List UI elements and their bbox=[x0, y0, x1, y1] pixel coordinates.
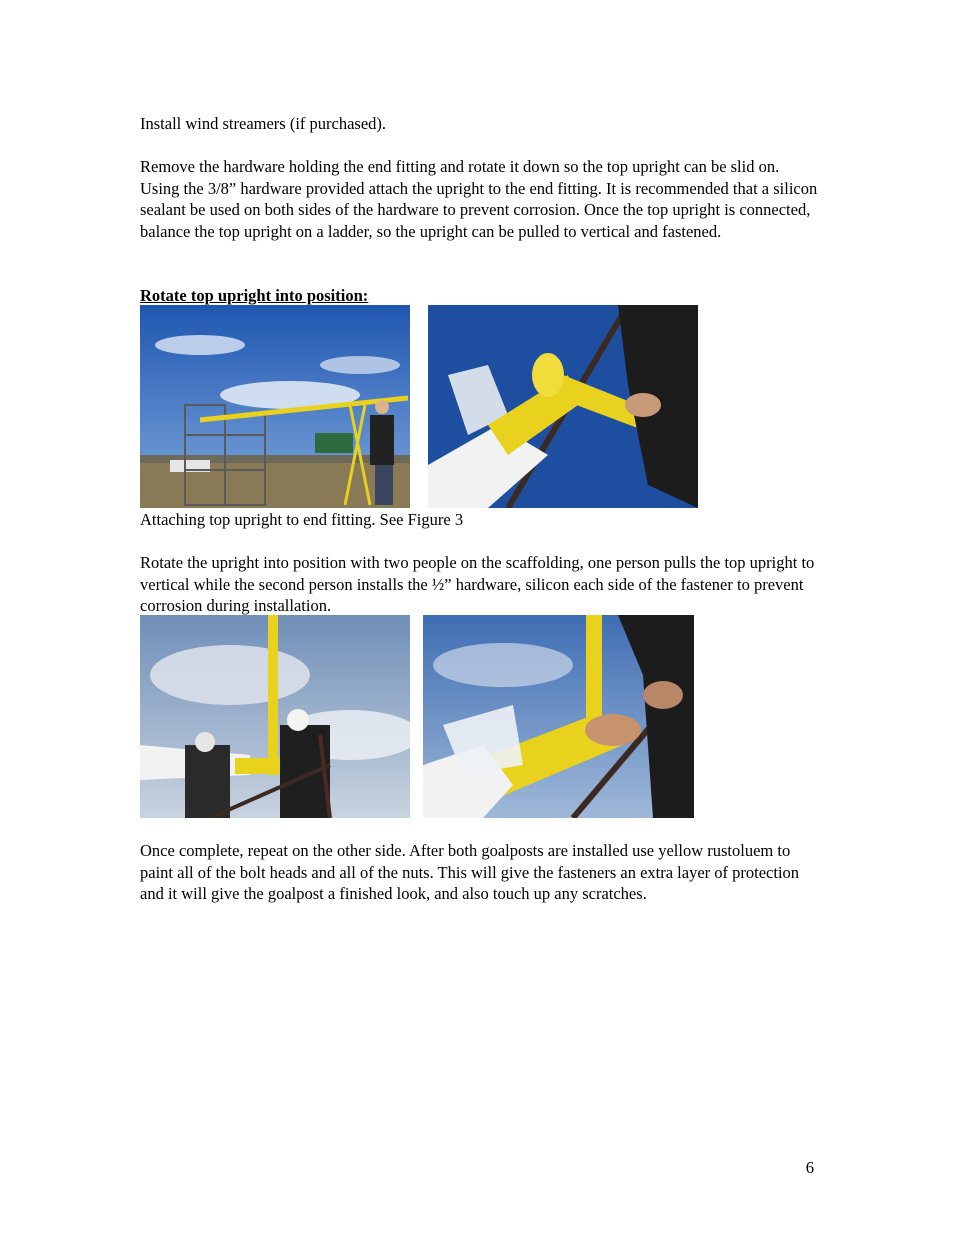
photo-caption: Attaching top upright to end fitting. See Figure 3 bbox=[140, 510, 464, 529]
paragraph-rotate-upright: Rotate the upright into position with two people on the scaffolding, one person pulls the top upright to vertical while the second person installs the ½” hardware, silicon each side of the fastener to prevent corrosion during installation. bbox=[140, 553, 815, 616]
page-number: 6 bbox=[805, 1158, 814, 1177]
photo-fastening-closeup bbox=[423, 615, 694, 818]
paragraph-streamers: Install wind streamers (if purchased). bbox=[140, 114, 387, 133]
photo-end-fitting-closeup bbox=[428, 305, 698, 508]
paragraph-remove-hardware: Remove the hardware holding the end fitting and rotate it down so the top upright can be slid on. Using the 3/8” hardware provided attach the upright to the end fitting. It is recommended that a silicon sealant be used on both sides of the hardware to prevent corrosion. Once the top upright is connected, balance the top upright on a ladder, so the upright can be pulled to vertical and fastened. bbox=[140, 157, 818, 241]
section-heading: Rotate top upright into position: bbox=[140, 286, 369, 305]
paragraph-once-complete: Once complete, repeat on the other side. After both goalposts are installed use yellow rustoluem to paint all of the bolt heads and all of the nuts. This will give the fasteners an extra layer of protection and it will give the goalpost a finished look, and also touch up any scratches. bbox=[140, 841, 800, 904]
photo-workers-scaffolding bbox=[140, 615, 410, 818]
photo-field-scaffolding bbox=[140, 305, 410, 508]
